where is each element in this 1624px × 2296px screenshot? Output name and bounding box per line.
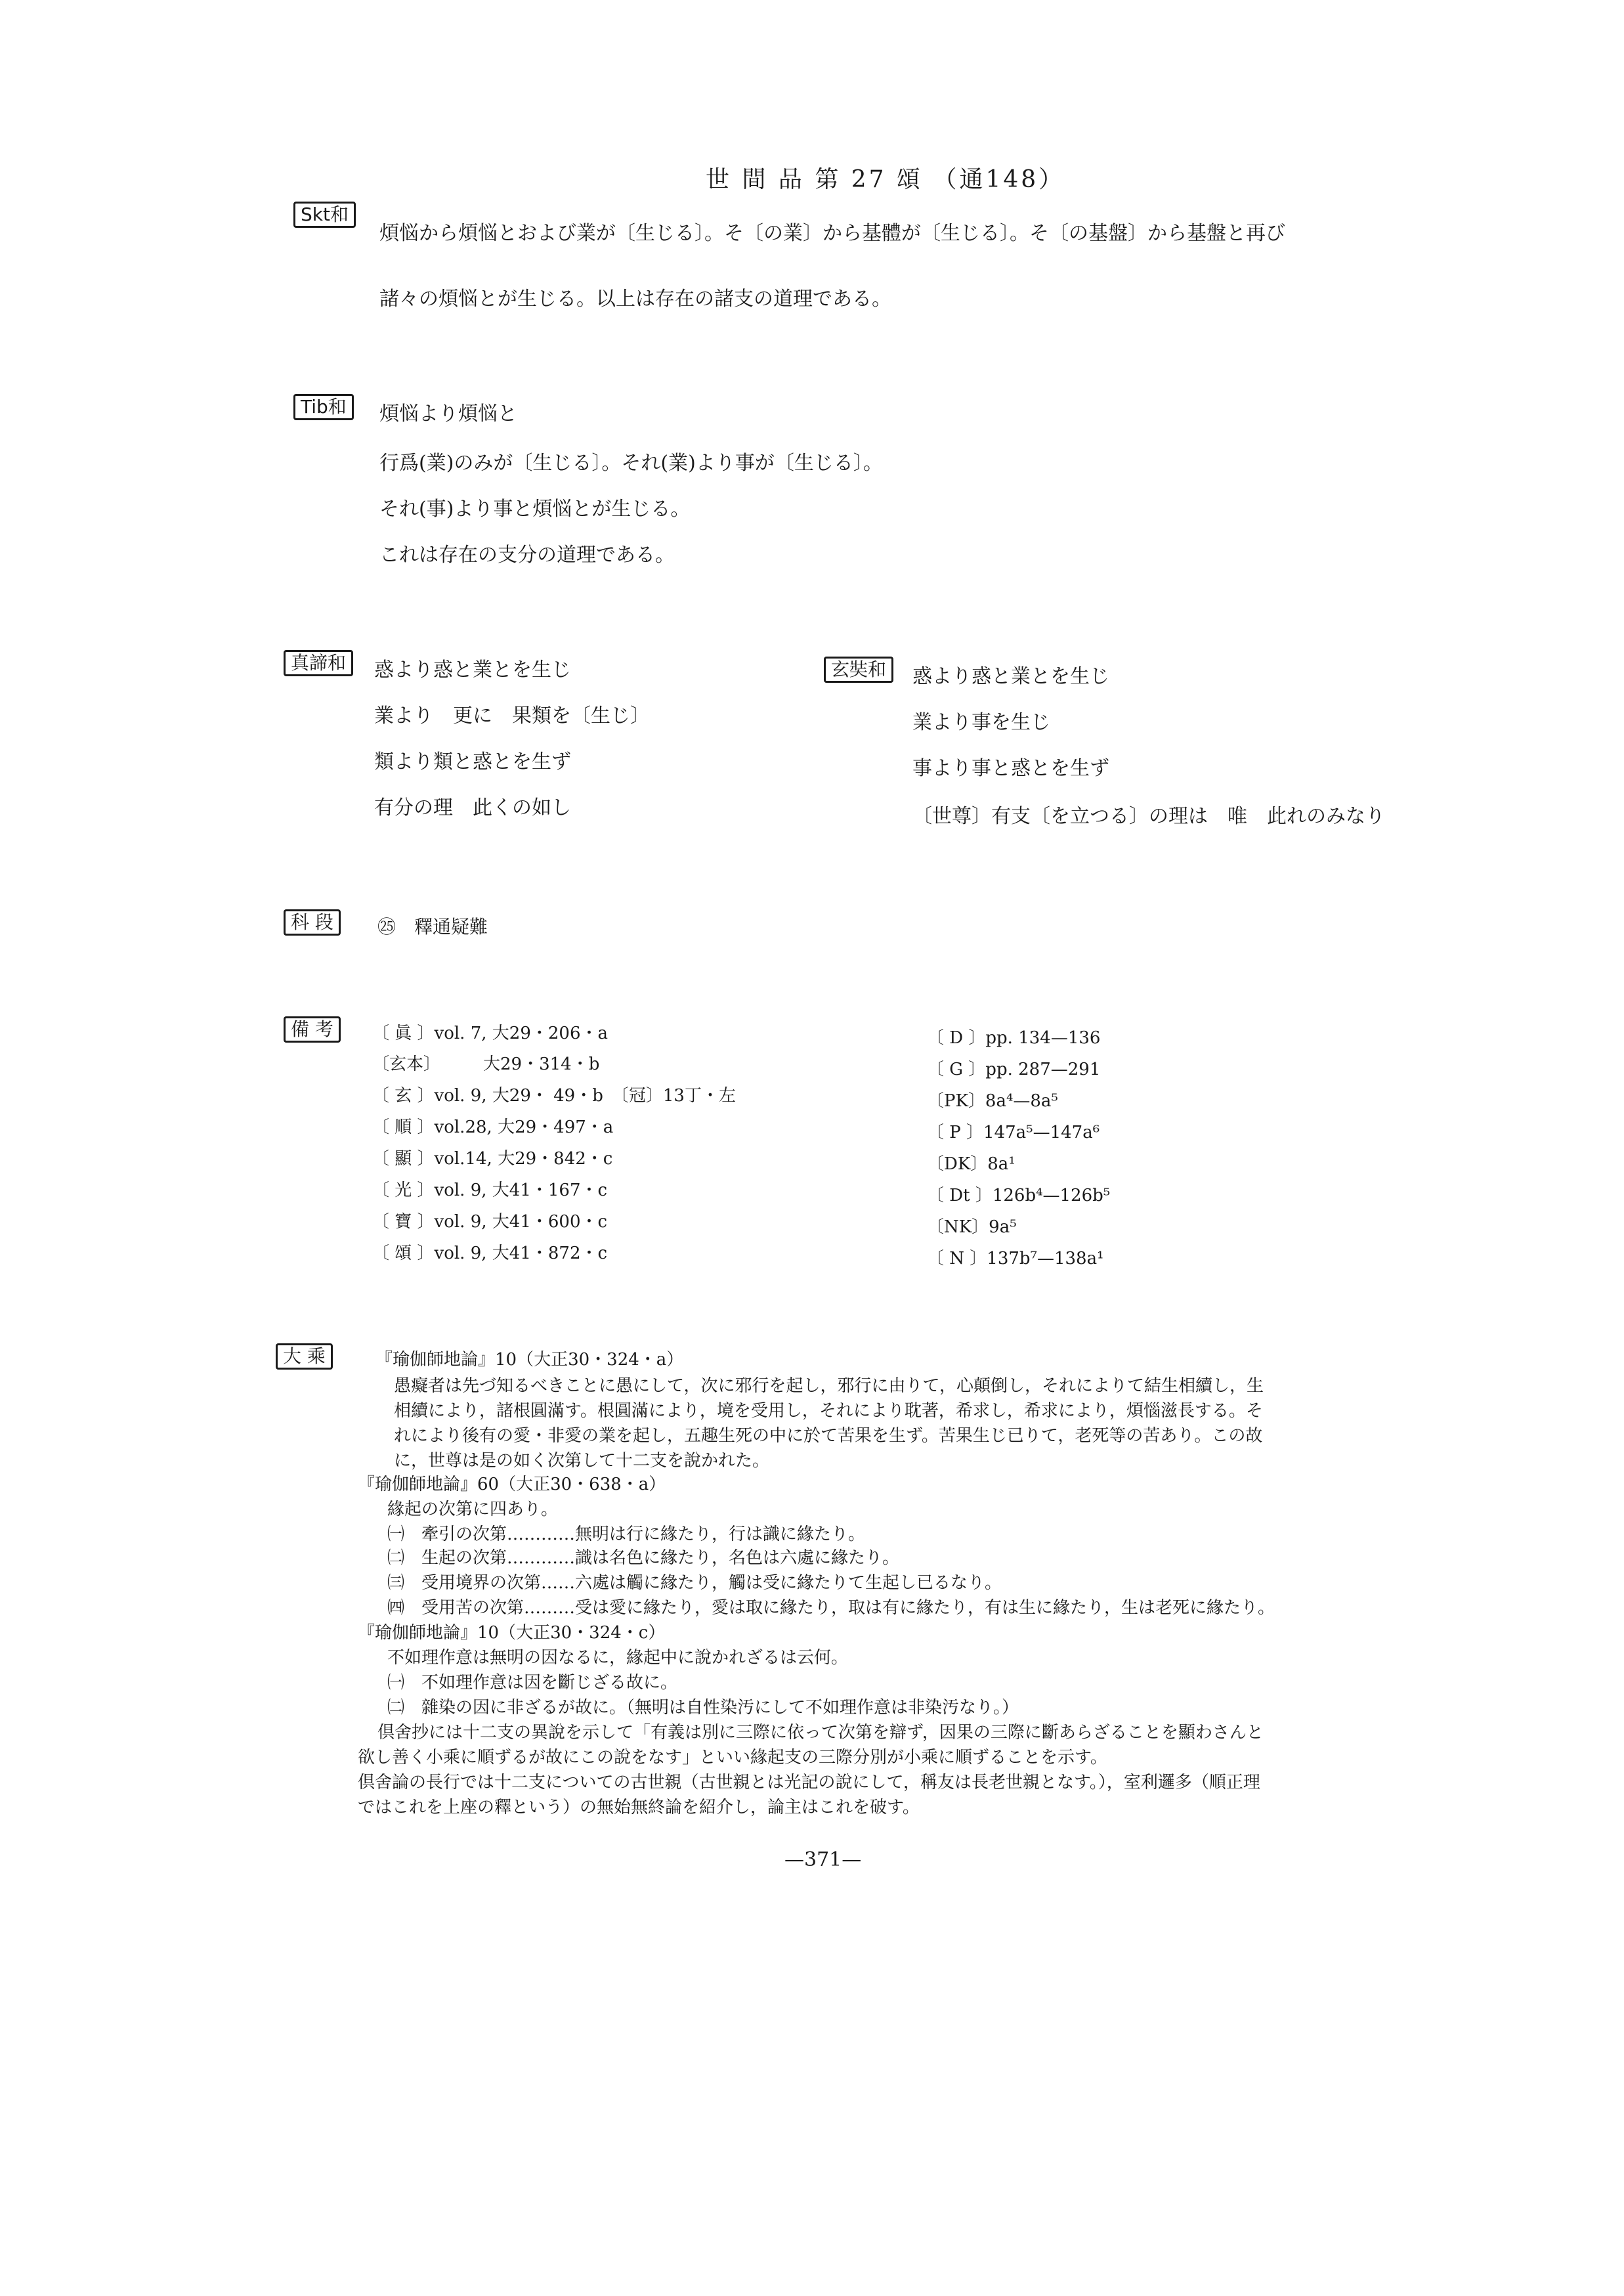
tib-line-3: それ(事)より事と煩悩とが生じる。	[379, 498, 691, 521]
biko-right-4: 〔 P 〕147a⁵—147a⁶	[927, 1123, 1100, 1142]
daijo-line-14: ㈠ 不如理作意は因を斷じざる故に。	[387, 1673, 678, 1693]
biko-left-5: 〔 顯 〕vol.14, 大29・842・c	[372, 1149, 613, 1169]
shindai-line-3: 類より類と惑とを生ず	[374, 750, 571, 773]
tib-line-1: 煩悩より煩悩と	[379, 402, 517, 425]
biko-right-3: 〔PK〕8a⁴—8a⁵	[927, 1091, 1058, 1111]
daijo-line-19: ではこれを上座の釋という）の無始無終論を紹介し，論主はこれを破す。	[358, 1798, 920, 1817]
daijo-line-15: ㈡ 雜染の因に非ざるが故に。（無明は自性染汚にして不如理作意は非染汚なり。）	[387, 1698, 1019, 1718]
daijo-line-11: ㈣ 受用苦の次第………受は愛に緣たり，愛は取に緣たり，取は有に緣たり，有は生に緣たり，生は老死に緣たり。	[387, 1598, 1275, 1618]
daijo-badge: 大 乘	[276, 1343, 333, 1370]
biko-right-8: 〔 N 〕137b⁷—138a¹	[927, 1249, 1104, 1268]
biko-left-2: 〔玄本〕 大29・314・b	[372, 1054, 600, 1074]
daijo-line-10: ㈢ 受用境界の次第……六處は觸に緣たり，觸は受に緣たりて生起し已るなり。	[387, 1573, 1002, 1593]
genjo-badge: 玄奘和	[824, 657, 893, 683]
daijo-line-4: れにより後有の愛・非愛の業を起し，五趣生死の中に於て苦果を生ず。苦果生じ已りて，老死等の苦あり。この故	[394, 1426, 1263, 1446]
tib-line-2: 行爲(業)のみが〔生じる〕。それ(業)より事が〔生じる〕。	[379, 452, 883, 475]
tib-line-4: これは存在の支分の道理である。	[379, 544, 675, 567]
genjo-line-2: 業より事を生じ	[912, 711, 1050, 734]
biko-left-4: 〔 順 〕vol.28, 大29・497・a	[372, 1117, 614, 1137]
shindai-line-4: 有分の理 此くの如し	[374, 796, 571, 819]
genjo-line-4: 〔世尊〕有支〔を立つる〕の理は 唯 此れのみなり	[912, 805, 1385, 828]
biko-right-1: 〔 D 〕pp. 134—136	[927, 1028, 1101, 1048]
biko-badge: 備 考	[284, 1016, 341, 1043]
kadan-badge: 科 段	[284, 909, 341, 936]
shindai-badge: 真諦和	[284, 650, 353, 676]
daijo-line-12: 『瑜伽師地論』10（大正30・324・c）	[358, 1623, 666, 1643]
daijo-line-13: 不如理作意は無明の因なるに，緣起中に說かれざるは云何。	[387, 1648, 849, 1668]
skt-line-1: 煩悩から煩悩とおよび業が〔生じる〕。そ〔の業〕から基體が〔生じる〕。そ〔の基盤〕から基盤と再び	[379, 222, 1285, 245]
page-number: —371—	[784, 1848, 862, 1871]
tib-badge: Tib和	[293, 394, 354, 420]
daijo-line-16: 倶舍抄には十二支の異說を示して「有義は別に三際に依って次第を辯ず，因果の三際に斷あらざることを顯わさんと	[377, 1723, 1264, 1743]
daijo-line-9: ㈡ 生起の次第…………識は名色に緣たり，名色は六處に緣たり。	[387, 1548, 900, 1568]
skt-badge: Skt和	[293, 202, 356, 228]
genjo-line-1: 惑より惑と業とを生じ	[912, 665, 1109, 688]
daijo-line-7: 緣起の次第に四あり。	[387, 1500, 559, 1519]
biko-left-8: 〔 頌 〕vol. 9, 大41・872・c	[372, 1244, 608, 1263]
daijo-line-6: 『瑜伽師地論』60（大正30・638・a）	[358, 1475, 666, 1494]
biko-right-7: 〔NK〕9a⁵	[927, 1217, 1017, 1237]
kadan-text: ㉕ 釋通疑難	[377, 916, 488, 938]
page-title: 世 間 品 第 27 頌 （通148）	[706, 166, 1065, 193]
shindai-line-2: 業より 更に 果類を〔生じ〕	[374, 704, 650, 727]
biko-right-2: 〔 G 〕pp. 287—291	[927, 1060, 1101, 1079]
shindai-line-1: 惑より惑と業とを生じ	[374, 659, 571, 682]
daijo-line-5: に，世尊は是の如く次第して十二支を說かれた。	[394, 1451, 770, 1471]
skt-line-2: 諸々の煩悩とが生じる。以上は存在の諸支の道理である。	[379, 288, 891, 311]
biko-left-3: 〔 玄 〕vol. 9, 大29・ 49・b 〔冠〕13丁・左	[372, 1086, 736, 1106]
daijo-line-1: 『瑜伽師地論』10（大正30・324・a）	[375, 1350, 684, 1370]
biko-left-6: 〔 光 〕vol. 9, 大41・167・c	[372, 1180, 608, 1200]
biko-right-5: 〔DK〕8a¹	[927, 1154, 1015, 1174]
daijo-line-3: 相續により，諸根圓滿す。根圓滿により，境を受用し，それにより耽著，希求し，希求により，煩惱滋長する。そ	[394, 1401, 1263, 1421]
daijo-line-2: 愚癡者は先づ知るべきことに愚にして，次に邪行を起し，邪行に由りて，心顛倒し，それによりて結生相續し，生	[394, 1376, 1264, 1396]
biko-right-6: 〔 Dt 〕126b⁴—126b⁵	[927, 1186, 1111, 1205]
daijo-line-17: 欲し善く小乘に順ずるが故にこの說をなす」といい緣起支の三際分別が小乘に順ずることを示す。	[358, 1748, 1107, 1767]
biko-left-1: 〔 眞 〕vol. 7, 大29・206・a	[372, 1024, 608, 1043]
daijo-line-8: ㈠ 牽引の次第…………無明は行に緣たり，行は識に緣たり。	[387, 1525, 866, 1544]
genjo-line-3: 事より事と惑とを生ず	[912, 757, 1109, 780]
daijo-line-18: 倶舍論の長行では十二支についての古世親（古世親とは光記の說にして，稱友は長老世親となす。），室利邏多（順正理	[358, 1773, 1260, 1792]
biko-left-7: 〔 寶 〕vol. 9, 大41・600・c	[372, 1212, 608, 1232]
